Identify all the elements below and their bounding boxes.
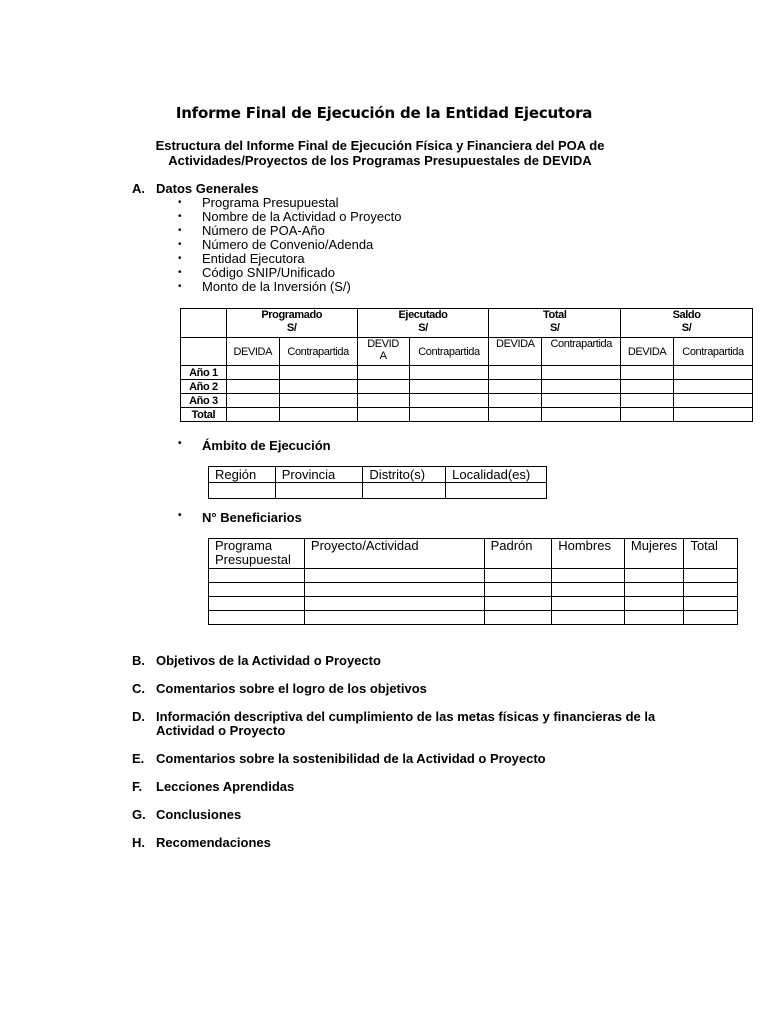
ambito-label: Ámbito de Ejecución [202, 438, 331, 453]
bullet-icon: • [178, 197, 182, 208]
bullet-icon: • [178, 281, 182, 292]
row-label: Año 1 [181, 366, 227, 380]
bullet-icon: • [178, 225, 182, 236]
ambito-table [208, 466, 547, 499]
column-header: DEVID A [357, 338, 409, 366]
list-item: • Número de POA-Año [178, 223, 325, 238]
table-row [181, 309, 753, 338]
table-row [209, 597, 738, 611]
column-header: Padrón [484, 539, 552, 569]
list-item: • Nombre de la Actividad o Proyecto [178, 209, 402, 224]
column-header: DEVIDA [489, 338, 542, 366]
budget-table [180, 308, 753, 422]
row-label: Año 3 [181, 394, 227, 408]
column-header: Contrapartida [674, 338, 753, 366]
table-row [209, 467, 547, 483]
column-header: Mujeres [624, 539, 684, 569]
list-item: • Código SNIP/Unificado [178, 265, 335, 280]
list-item: • Número de Convenio/Adenda [178, 237, 374, 252]
subtitle-line-2: Actividades/Proyectos de los Programas Presupuestales de DEVIDA [168, 153, 592, 168]
table-row [209, 539, 738, 569]
list-item: • Programa Presupuestal [178, 195, 339, 210]
bullet-icon: • [178, 267, 182, 278]
beneficiarios-label: N° Beneficiarios [202, 510, 302, 525]
column-header: Región [209, 467, 276, 483]
document-subtitle [130, 138, 630, 168]
table-row [209, 611, 738, 625]
table-row [181, 380, 753, 394]
column-header: Localidad(es) [446, 467, 547, 483]
bullet-icon: • [178, 510, 182, 521]
table-cell [181, 338, 227, 366]
table-row [209, 569, 738, 583]
group-header-ejecutado: Ejecutado S/ [357, 309, 489, 338]
row-label: Total [181, 408, 227, 422]
column-header: DEVIDA [621, 338, 674, 366]
column-header: Contrapartida [409, 338, 489, 366]
column-header: Contrapartida [279, 338, 357, 366]
table-row [209, 583, 738, 597]
datos-generales-list [178, 196, 401, 294]
list-item: • Entidad Ejecutora [178, 251, 305, 266]
bullet-icon: • [178, 239, 182, 250]
column-header: Hombres [552, 539, 625, 569]
section-letter: A. [132, 181, 145, 196]
beneficiarios-table [208, 538, 738, 625]
subtitle-line-1: Estructura del Informe Final de Ejecución Física y Financiera del POA de [155, 138, 605, 153]
row-label: Año 2 [181, 380, 227, 394]
table-row [181, 366, 753, 380]
table-row [209, 483, 547, 499]
document-title: Informe Final de Ejecución de la Entidad Ejecutora [175, 104, 593, 122]
bullet-icon: • [178, 438, 182, 449]
bullet-icon: • [178, 211, 182, 222]
column-header: Distrito(s) [363, 467, 446, 483]
bullet-icon: • [178, 253, 182, 264]
table-cell [181, 309, 227, 338]
group-header-total: Total S/ [489, 309, 621, 338]
group-header-programado: Programado S/ [226, 309, 357, 338]
column-header: DEVIDA [226, 338, 279, 366]
column-header: Contrapartida [542, 338, 621, 366]
column-header: Total [684, 539, 738, 569]
column-header: Programa Presupuestal [209, 539, 305, 569]
column-header: Proyecto/Actividad [304, 539, 484, 569]
column-header: Provincia [275, 467, 363, 483]
table-row [181, 408, 753, 422]
group-header-saldo: Saldo S/ [621, 309, 753, 338]
table-row [181, 394, 753, 408]
table-row [181, 338, 753, 366]
section-title: Datos Generales [156, 181, 259, 196]
list-item: • Monto de la Inversión (S/) [178, 279, 351, 294]
